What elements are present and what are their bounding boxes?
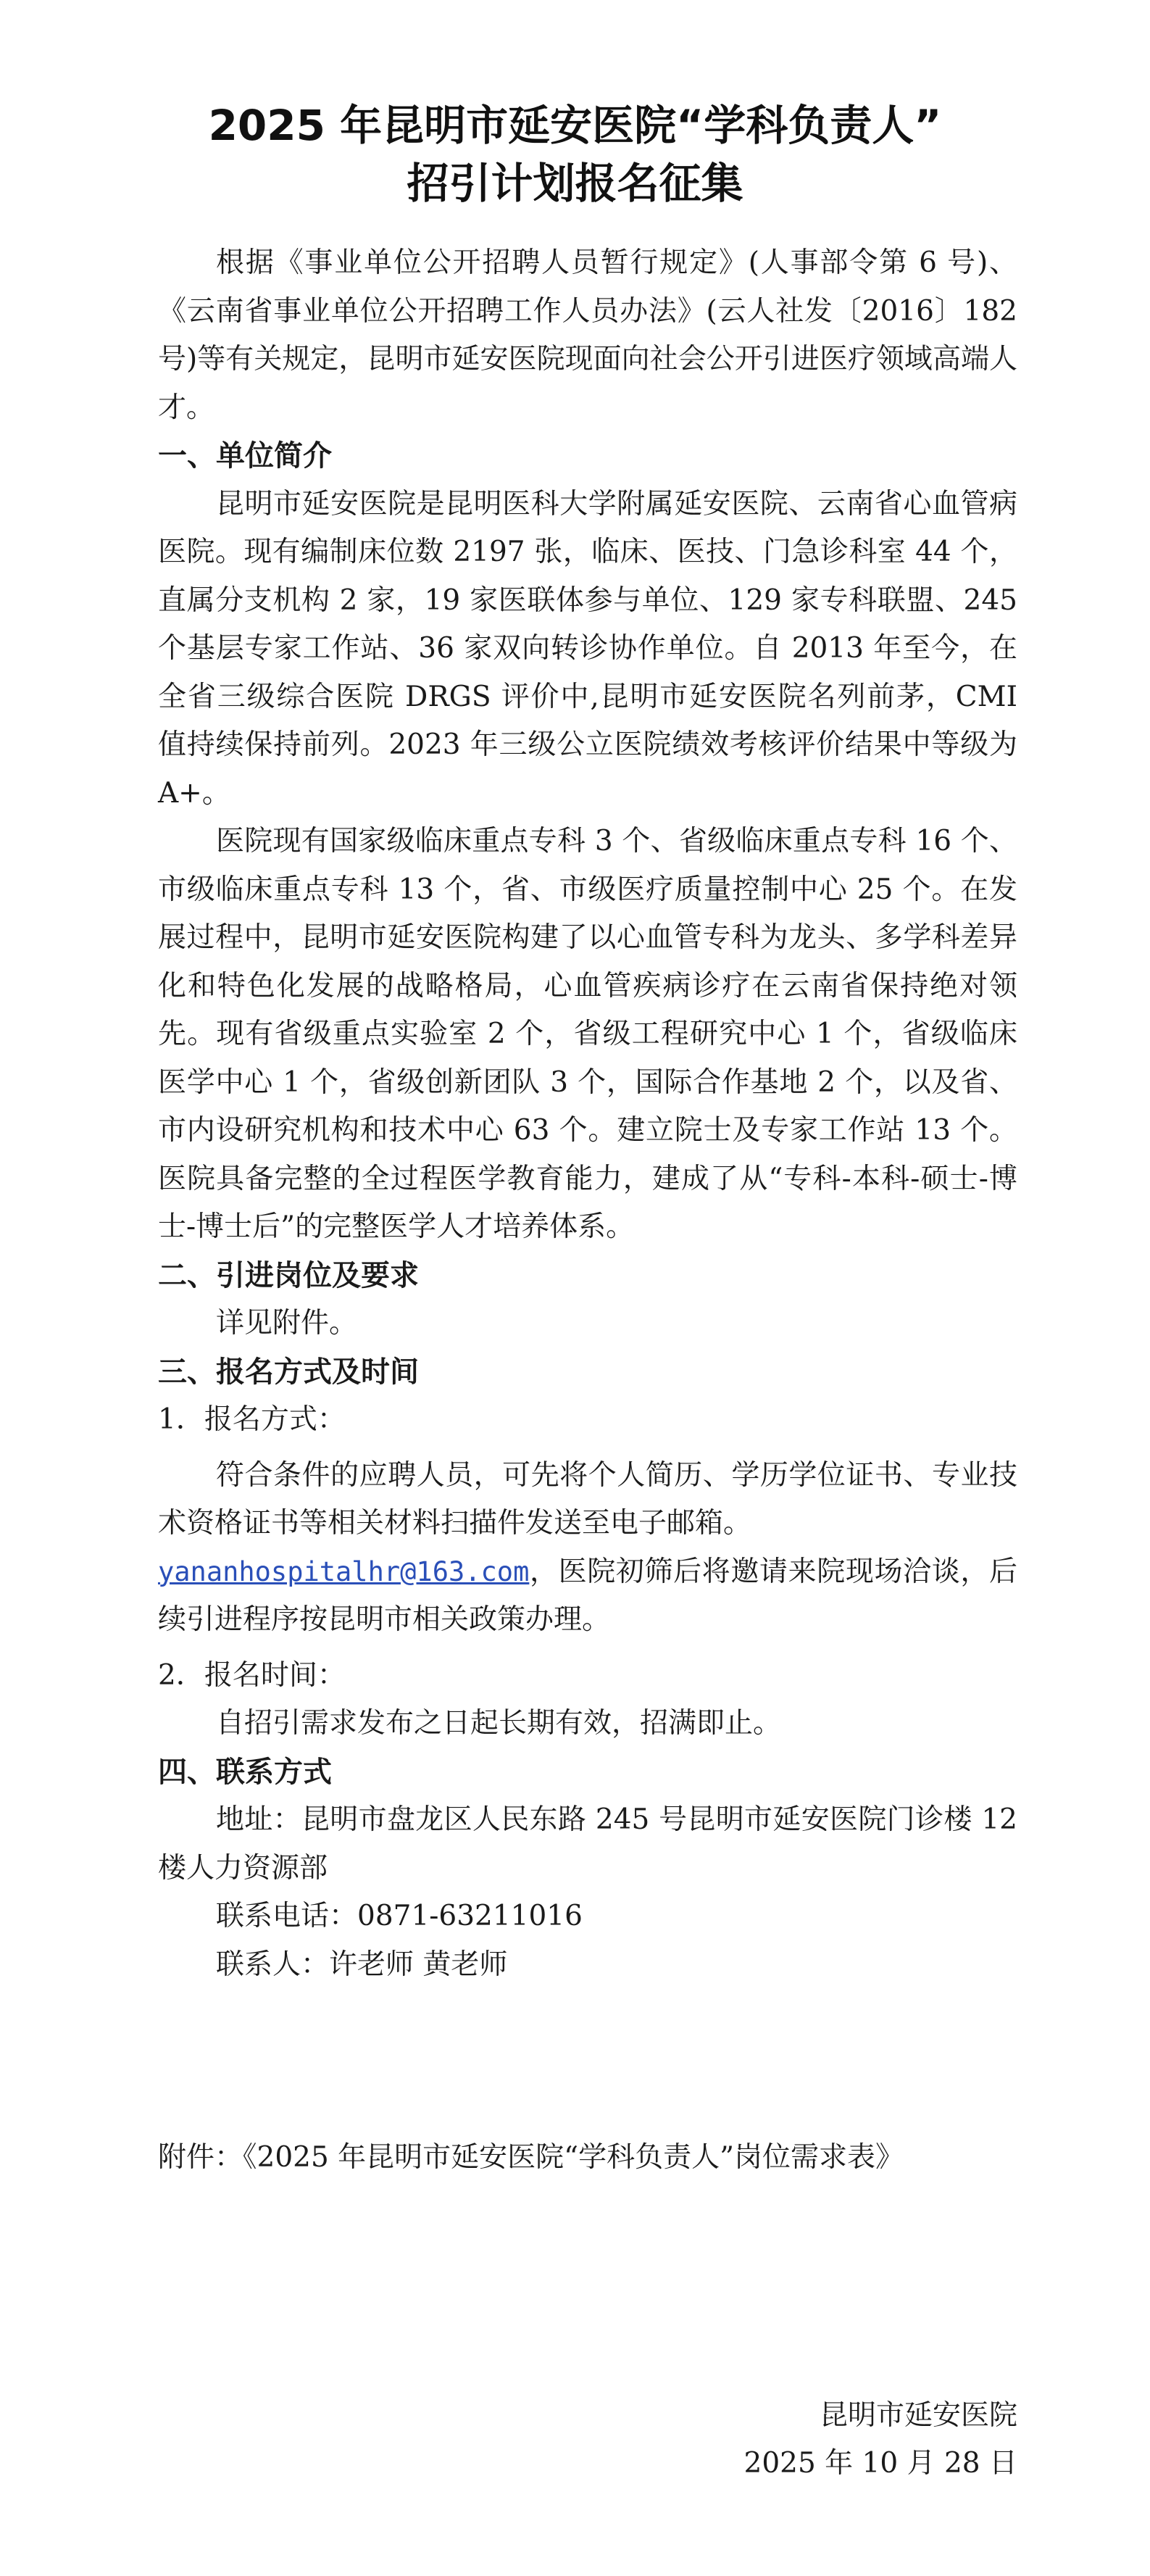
time-label: 2．报名时间： (158, 1658, 346, 1692)
signature-org: 昆明市延安医院 (819, 2399, 1017, 2432)
signature-date: 2025 年 10 月 28 日 (743, 2447, 1017, 2480)
method-label: 1．报名方式： (158, 1403, 346, 1436)
method-text: 符合条件的应聘人员，可先将个人简历、学历学位证书、专业技术资格证书等相关材料扫描件发送至电子邮箱。 (158, 1458, 1017, 1540)
document-body (158, 239, 1017, 1989)
section1-paragraph2: 医院现有国家级临床重点专科 3 个、省级临床重点专科 16 个、市级临床重点专科 13 个，省、市级医疗质量控制中心 25 个。在发展过程中，昆明市延安医院构建了以心血管专科为龙头、多学科差异化和特色化发展的战略格局，心血管疾病诊疗在云南省保持绝对领先。现有省级重点实验室 2 个，省级工程研究中心 1 个，省级临床医学中心 1 个，省级创新团队 3 个，国际合作基地 2 个，以及省、市内设研究机构和技术中心 63 个。建立院士及专家工作站 13 个。医院具备完整的全过程医学教育能力，建成了从“专科-本科-硕士-博士-博士后”的完整医学人才培养体系。 (158, 825, 1017, 1243)
section3-heading: 三、报名方式及时间 (158, 1355, 419, 1389)
email-link[interactable]: yananhospitalhr@163.com (158, 1555, 530, 1587)
section2-text: 详见附件。 (216, 1307, 358, 1339)
contact-address: 地址：昆明市盘龙区人民东路 245 号昆明市延安医院门诊楼 12 楼人力资源部 (158, 1803, 1017, 1885)
method-text-continued: ，医院初筛后将邀请来院现场洽谈，后续引进程序按昆明市相关政策办理。 (158, 1555, 1017, 1636)
contact-person: 联系人：许老师 黄老师 (216, 1948, 508, 1981)
time-text: 自招引需求发布之日起长期有效，招满即止。 (216, 1707, 782, 1740)
method-paragraph (158, 1452, 1017, 1645)
section1-paragraph1: 昆明市延安医院是昆明医科大学附属延安医院、云南省心血管病医院。现有编制床位数 2197 张，临床、医技、门急诊科室 44 个，直属分支机构 2 家，19 家医联体参与单位、129 家专科联盟、245 个基层专家工作站、36 家双向转诊协作单位。自 2013 年至今，在全省三级综合医院 DRGS 评价中,昆明市延安医院名列前茅，CMI 值持续保持前列。2023 年三级公立医院绩效考核评价结果中等级为 A+。 (158, 487, 1017, 810)
page-title-line1: 2025 年昆明市延安医院“学科负责人” (208, 101, 942, 150)
attachment-note: 附件：《2025 年昆明市延安医院“学科负责人”岗位需求表》 (158, 2141, 904, 2174)
section1-heading: 一、单位简介 (158, 439, 332, 473)
intro-paragraph: 根据《事业单位公开招聘人员暂行规定》(人事部令第 6 号)、《云南省事业单位公开招聘工作人员办法》(云人社发〔2016〕182 号)等有关规定，昆明市延安医院现面向社会公开引进医疗领域高端人才。 (158, 246, 1017, 424)
section2-heading: 二、引进岗位及要求 (158, 1258, 419, 1292)
section4-heading: 四、联系方式 (158, 1755, 332, 1789)
page-title-line2: 招引计划报名征集 (407, 159, 743, 208)
contact-phone: 联系电话：0871-63211016 (216, 1900, 583, 1932)
